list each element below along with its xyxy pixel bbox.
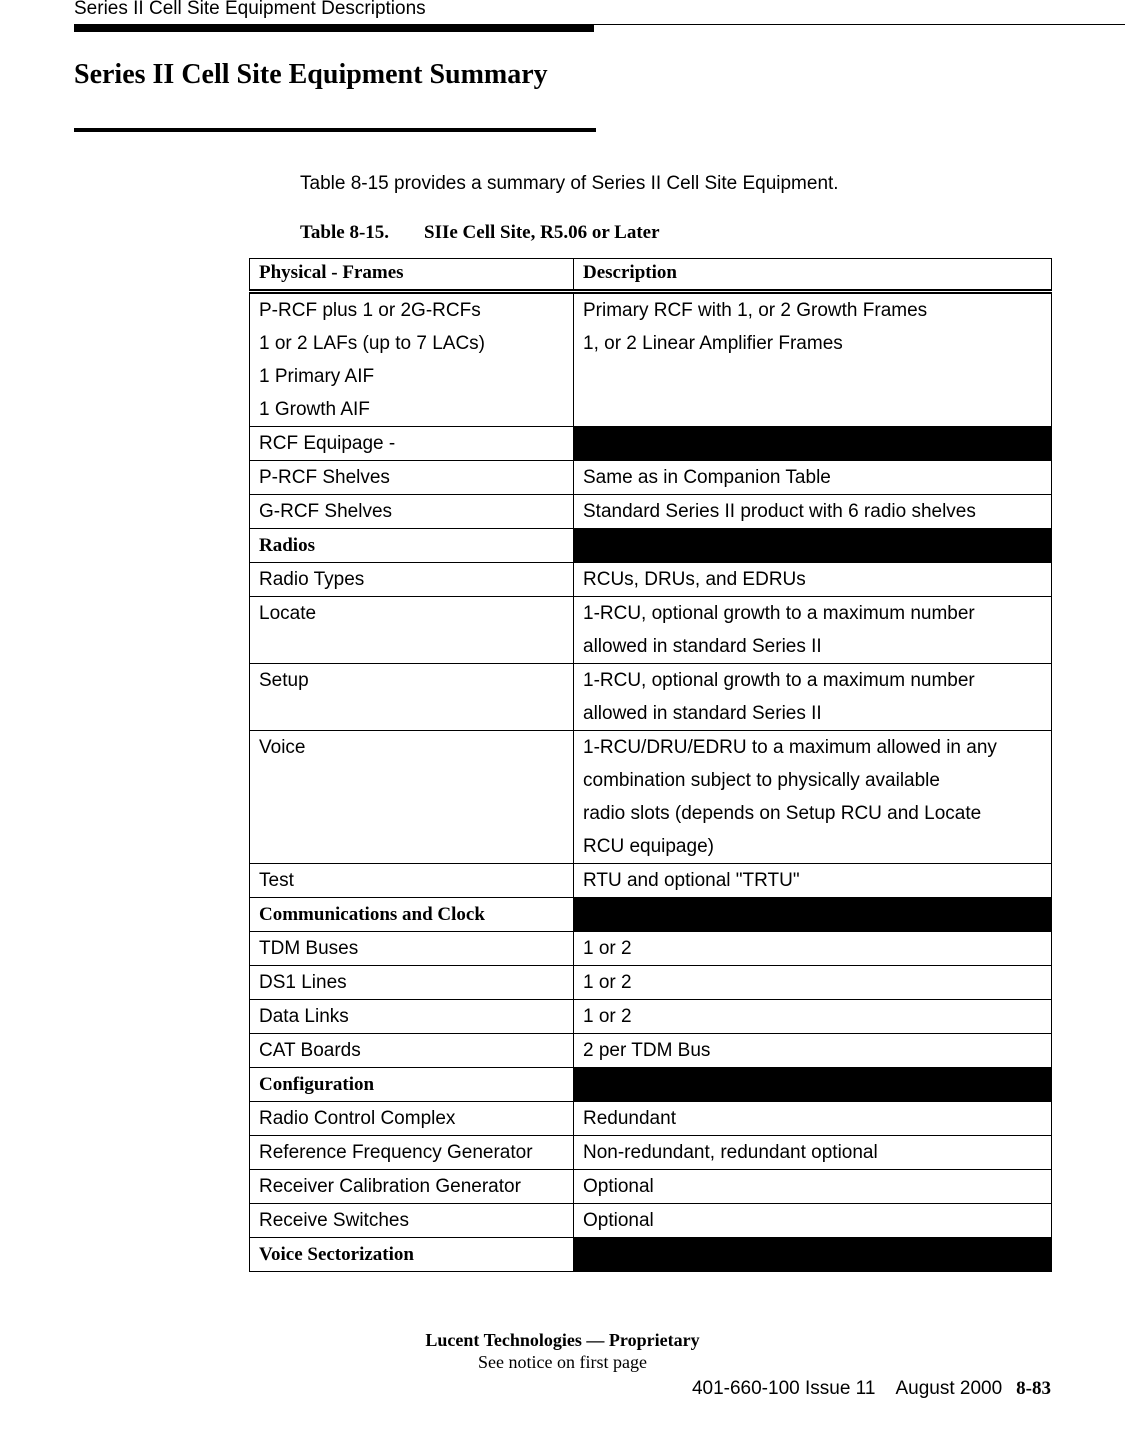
- intro-paragraph: Table 8-15 provides a summary of Series II Cell Site Equipment.: [300, 173, 839, 194]
- table-row: [250, 1170, 1052, 1204]
- cell-line: P-RCF plus 1 or 2G-RCFs: [259, 300, 481, 321]
- title-rule: [74, 128, 596, 132]
- table-row: [250, 1204, 1052, 1238]
- cell-line: allowed in standard Series II: [583, 636, 822, 657]
- section-row: [250, 529, 1052, 563]
- row-value: 1 or 2: [574, 1000, 1052, 1034]
- table-row: [250, 292, 1052, 427]
- row-value: 2 per TDM Bus: [574, 1034, 1052, 1068]
- cell-line: RCU equipage): [583, 836, 714, 857]
- cell-line: 1, or 2 Linear Amplifier Frames: [583, 333, 843, 354]
- row-label: Voice: [250, 731, 574, 864]
- cell-line: radio slots (depends on Setup RCU and Locate: [583, 803, 982, 824]
- shaded-cell: [574, 1068, 1052, 1102]
- shaded-cell: [574, 898, 1052, 932]
- cell-line: 1-RCU/DRU/EDRU to a maximum allowed in any: [583, 737, 997, 758]
- table-row: [250, 1136, 1052, 1170]
- row-value: Standard Series II product with 6 radio shelves: [574, 495, 1052, 529]
- row-value: [574, 664, 1052, 731]
- frames-list: [250, 292, 574, 427]
- row-value: [574, 731, 1052, 864]
- footer-doc-info: [692, 1378, 1051, 1400]
- section-label: Voice Sectorization: [250, 1238, 574, 1272]
- row-label: Setup: [250, 664, 574, 731]
- cell-line: 1 Growth AIF: [259, 399, 370, 420]
- row-value: [574, 597, 1052, 664]
- table-row: [250, 495, 1052, 529]
- table-row: [250, 1102, 1052, 1136]
- section-row: [250, 1238, 1052, 1272]
- cell-line: 1 Primary AIF: [259, 366, 375, 387]
- running-header: Series II Cell Site Equipment Descriptions: [74, 0, 426, 19]
- row-label: G-RCF Shelves: [250, 495, 574, 529]
- header-bar: [74, 25, 594, 32]
- table-caption: [300, 222, 660, 244]
- frames-description: [574, 292, 1052, 427]
- section-label: Radios: [250, 529, 574, 563]
- column-header-frames: Physical - Frames: [250, 259, 574, 292]
- row-value: Same as in Companion Table: [574, 461, 1052, 495]
- shaded-cell: [574, 427, 1052, 461]
- cell-line: 1-RCU, optional growth to a maximum number: [583, 603, 975, 624]
- table-row: [250, 966, 1052, 1000]
- row-value: Non-redundant, redundant optional: [574, 1136, 1052, 1170]
- section-label: Configuration: [250, 1068, 574, 1102]
- section-row: [250, 898, 1052, 932]
- row-value: Redundant: [574, 1102, 1052, 1136]
- row-label: Receive Switches: [250, 1204, 574, 1238]
- row-value: Optional: [574, 1170, 1052, 1204]
- table-row: [250, 1000, 1052, 1034]
- cell-line: 1-RCU, optional growth to a maximum number: [583, 670, 975, 691]
- footer-notice: See notice on first page: [478, 1352, 647, 1372]
- row-value: 1 or 2: [574, 932, 1052, 966]
- row-label: Locate: [250, 597, 574, 664]
- shaded-cell: [574, 1238, 1052, 1272]
- table-row: [250, 932, 1052, 966]
- table-caption-number: Table 8-15.: [300, 222, 390, 243]
- equipment-summary-table: [249, 258, 1052, 1272]
- row-label: Receiver Calibration Generator: [250, 1170, 574, 1204]
- table-row: [250, 563, 1052, 597]
- row-label: Data Links: [250, 1000, 574, 1034]
- table-row: [250, 1034, 1052, 1068]
- row-label: Test: [250, 864, 574, 898]
- column-header-description: Description: [574, 259, 1052, 292]
- row-label: P-RCF Shelves: [250, 461, 574, 495]
- row-value: RTU and optional "TRTU": [574, 864, 1052, 898]
- section-title: Series II Cell Site Equipment Summary: [74, 59, 548, 90]
- row-label: DS1 Lines: [250, 966, 574, 1000]
- row-label: RCF Equipage -: [250, 427, 574, 461]
- footer-doc-id: 401-660-100 Issue 11 August 2000: [691, 1378, 1003, 1399]
- row-value: 1 or 2: [574, 966, 1052, 1000]
- cell-line: 1 or 2 LAFs (up to 7 LACs): [259, 333, 485, 354]
- row-label: CAT Boards: [250, 1034, 574, 1068]
- row-value: Optional: [574, 1204, 1052, 1238]
- footer-company: Lucent Technologies — Proprietary: [425, 1330, 700, 1350]
- table-row: [250, 864, 1052, 898]
- table-caption-title: SIIe Cell Site, R5.06 or Later: [424, 222, 660, 243]
- row-label: Radio Control Complex: [250, 1102, 574, 1136]
- row-value: RCUs, DRUs, and EDRUs: [574, 563, 1052, 597]
- row-label: TDM Buses: [250, 932, 574, 966]
- table-row: [250, 731, 1052, 864]
- table-row: [250, 427, 1052, 461]
- table-row: [250, 664, 1052, 731]
- cell-line: Primary RCF with 1, or 2 Growth Frames: [583, 300, 928, 321]
- cell-line: combination subject to physically available: [583, 770, 940, 791]
- table-row: [250, 461, 1052, 495]
- shaded-cell: [574, 529, 1052, 563]
- section-row: [250, 1068, 1052, 1102]
- row-label: Radio Types: [250, 563, 574, 597]
- table-row: [250, 597, 1052, 664]
- section-label: Communications and Clock: [250, 898, 574, 932]
- page-number: 8-83: [1016, 1378, 1051, 1399]
- cell-line: allowed in standard Series II: [583, 703, 822, 724]
- table-header-row: [250, 259, 1052, 292]
- row-label: Reference Frequency Generator: [250, 1136, 574, 1170]
